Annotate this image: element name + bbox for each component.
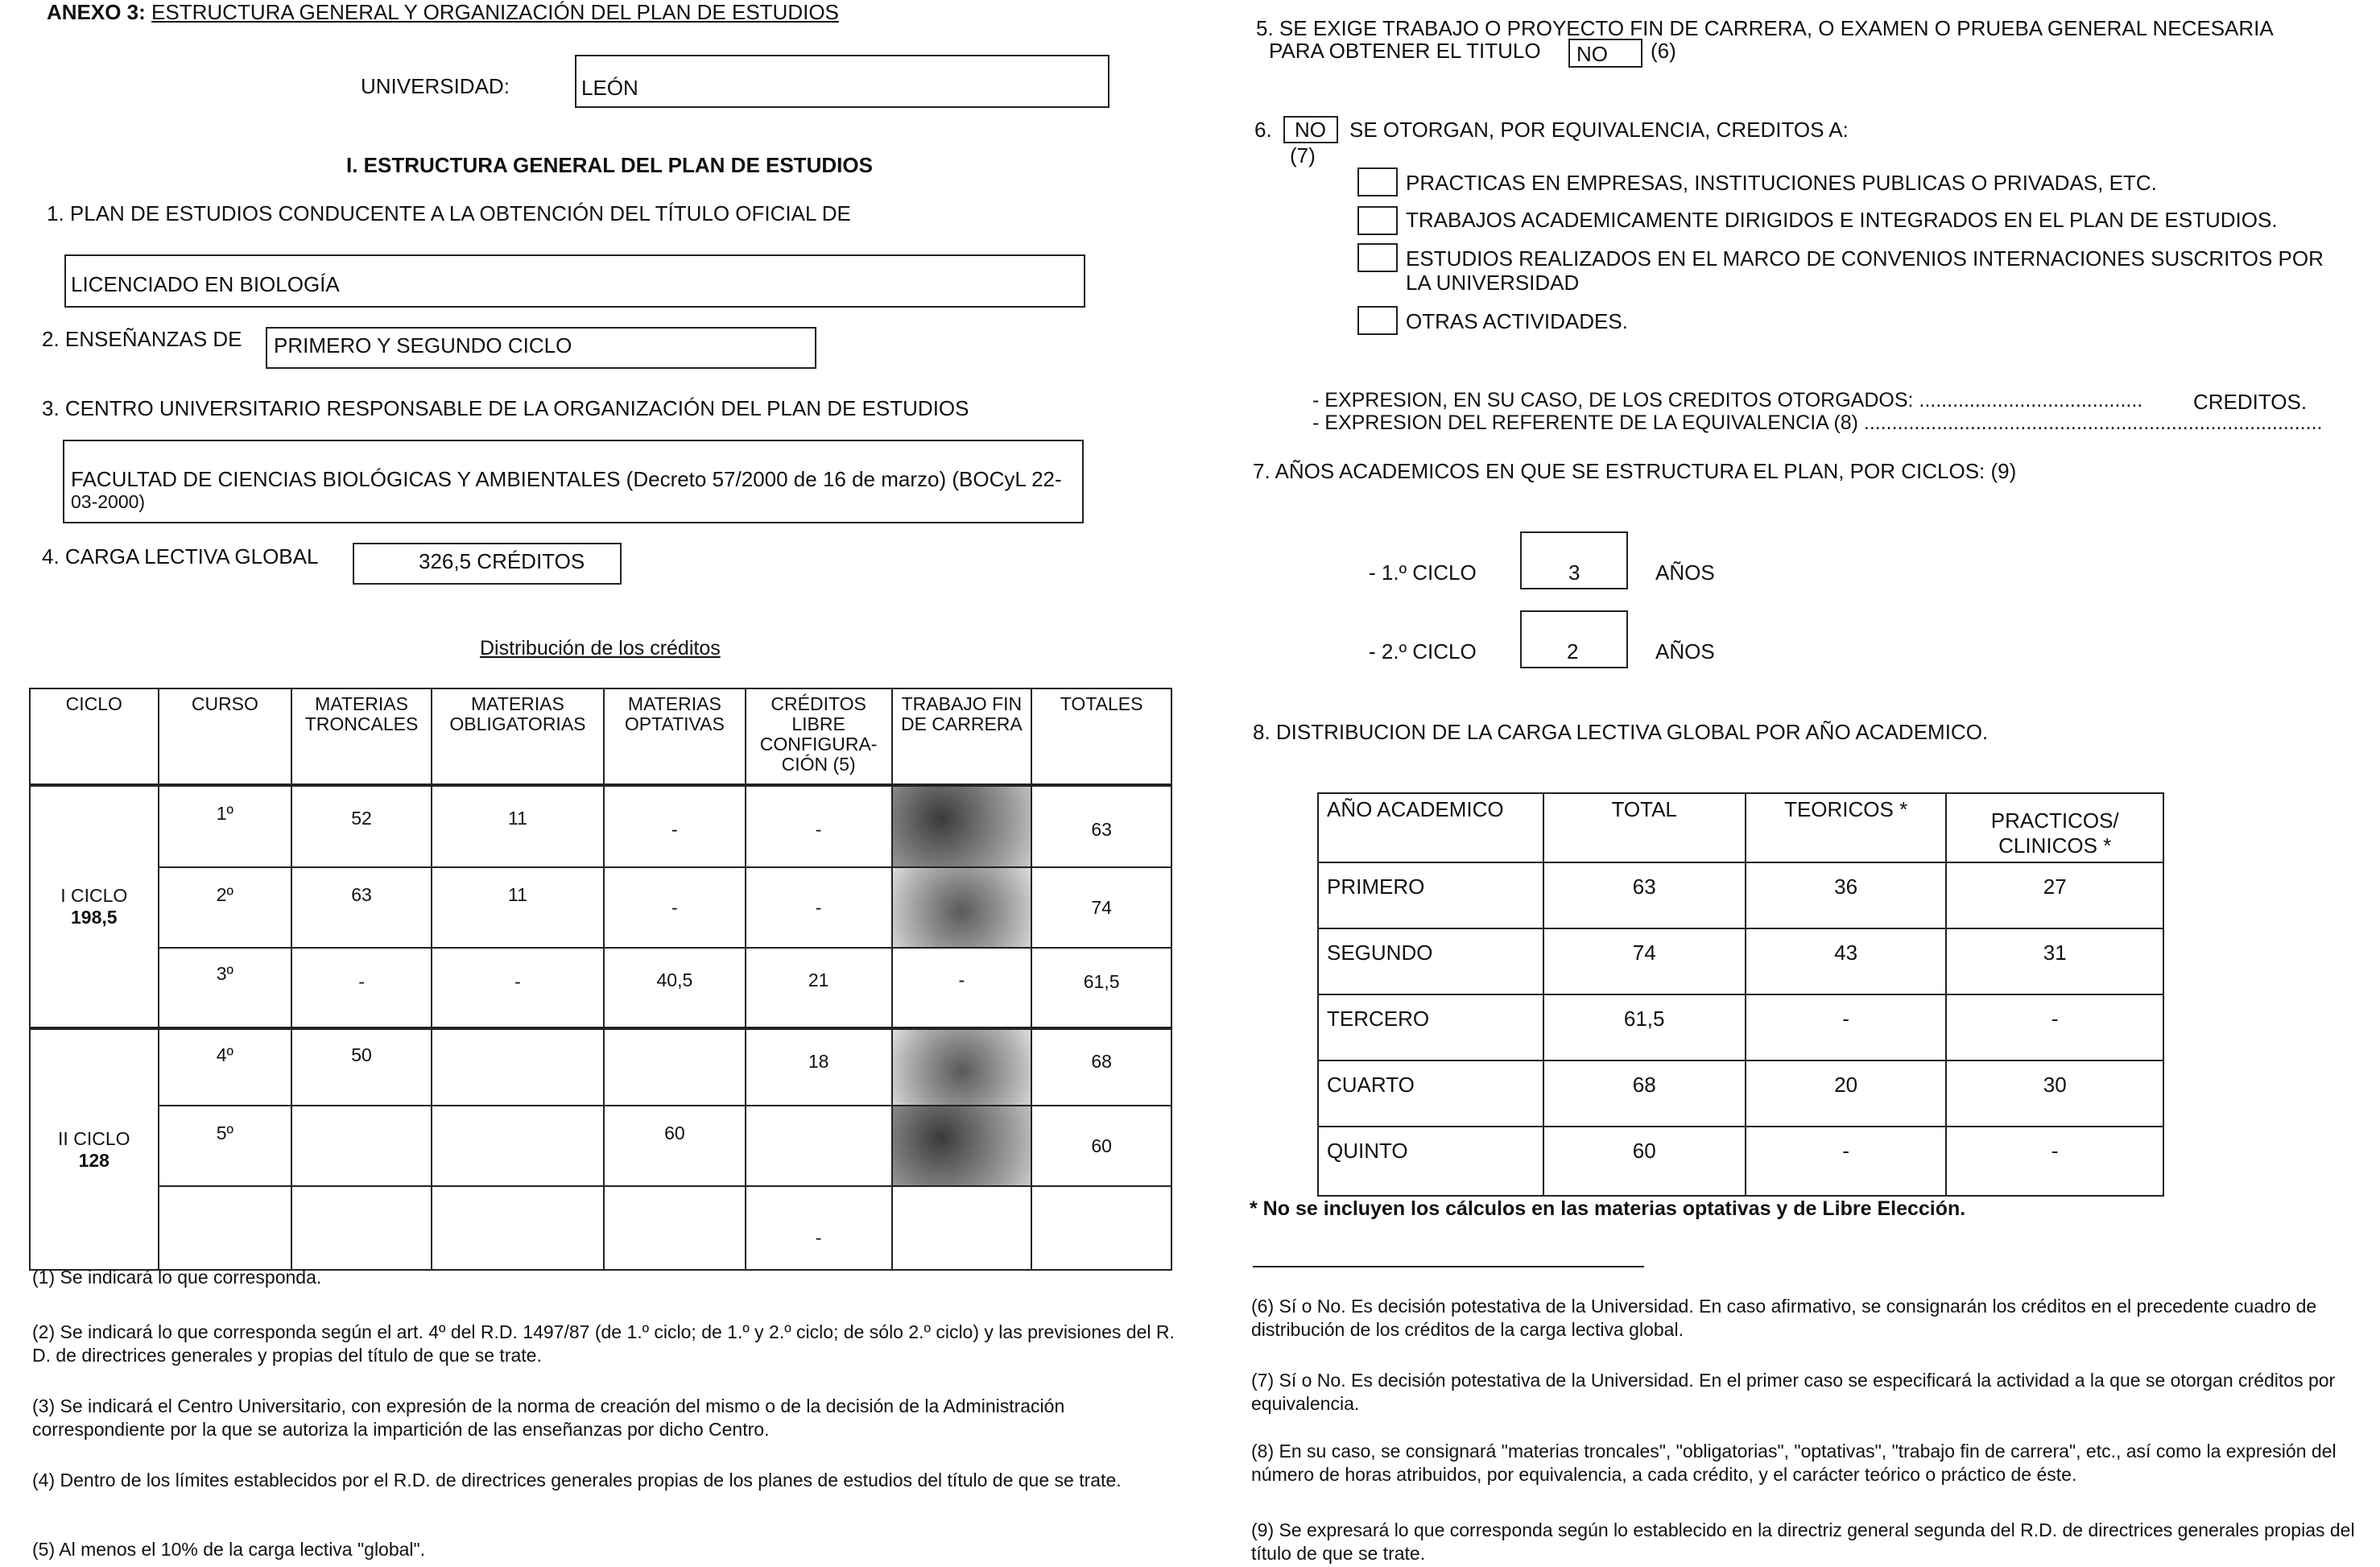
credits-table-title: Distribución de los créditos	[480, 637, 721, 659]
item7-ciclo2-value: 2	[1567, 639, 1579, 664]
university-field	[575, 55, 1109, 108]
credits-table	[29, 688, 1172, 1271]
cell-teoricos: 43	[1746, 928, 1947, 994]
cell-curso: 3º	[159, 948, 292, 1028]
item7-ciclo2-label: - 2.º CICLO	[1369, 639, 1477, 664]
cell-optativas: 40,5	[604, 948, 746, 1028]
col-header-teoricos: TEORICOS *	[1746, 793, 1947, 862]
teachings-field	[266, 327, 816, 369]
col-header-curso: CURSO	[159, 688, 292, 785]
cell-year: SEGUNDO	[1318, 928, 1543, 994]
annex-label: ANEXO 3:	[47, 0, 146, 24]
cell-libre: 21	[746, 948, 892, 1028]
cell-optativas: -	[604, 785, 746, 867]
cell-curso: 5º	[159, 1106, 292, 1186]
item7-ciclo2-box	[1520, 610, 1628, 668]
cell-trabajo-shaded	[892, 1028, 1032, 1106]
degree-title-field	[64, 254, 1085, 308]
item1-label: 1. PLAN DE ESTUDIOS CONDUCENTE A LA OBTENCIÓN DEL TÍTULO OFICIAL DE	[47, 201, 851, 225]
annex-heading	[47, 0, 839, 24]
item7-ciclo1-label: - 1.º CICLO	[1369, 560, 1477, 585]
cell-total: 61,5	[1543, 994, 1746, 1061]
col-header-practicos: PRACTICOS/ CLINICOS *	[1946, 793, 2163, 862]
item5-value: NO	[1576, 42, 1608, 66]
item6-label: SE OTORGAN, POR EQUIVALENCIA, CREDITOS A:	[1349, 118, 1849, 142]
col-header-obligatorias: MATERIAS OBLIGATORIAS	[432, 688, 604, 785]
cell-practicos: -	[1946, 994, 2163, 1061]
cell-teoricos: 36	[1746, 862, 1947, 928]
option-otras: OTRAS ACTIVIDADES.	[1406, 309, 1628, 333]
ciclo1-cell	[30, 785, 159, 1028]
cell-totales	[1031, 1186, 1171, 1270]
cell-obligatorias	[432, 1186, 604, 1270]
year-table-header-row	[1318, 793, 2163, 862]
cell-total: 60	[1543, 1127, 1746, 1196]
footnote-8: (8) En su caso, se consignará "materias troncales", "obligatorias", "optativas", "trabajo fin de carrera", etc., así como la expresión del número de horas atribuidos, por equivalencia, a cada crédito, y el carácter teórico o práctico de éste.	[1251, 1441, 2337, 1485]
cell-year: TERCERO	[1318, 994, 1543, 1061]
cell-troncales: 63	[291, 867, 432, 948]
cell-troncales: -	[291, 948, 432, 1028]
item5-note: (6)	[1651, 39, 1676, 63]
cell-curso: 2º	[159, 867, 292, 948]
cell-year: PRIMERO	[1318, 862, 1543, 928]
footnote-divider	[1253, 1266, 1644, 1267]
cell-troncales: 50	[291, 1028, 432, 1106]
cell-obligatorias: 11	[432, 867, 604, 948]
col-header-troncales: MATERIAS TRONCALES	[291, 688, 432, 785]
table-row	[1318, 1061, 2163, 1127]
item2-label: 2. ENSEÑANZAS DE	[42, 327, 242, 351]
option-estudios-line2: LA UNIVERSIDAD	[1406, 271, 1580, 295]
cell-obligatorias	[432, 1106, 604, 1186]
cell-totales: 68	[1031, 1028, 1171, 1106]
option-practicas: PRACTICAS EN EMPRESAS, INSTITUCIONES PUBLICAS O PRIVADAS, ETC.	[1406, 171, 2157, 195]
cell-year: QUINTO	[1318, 1127, 1543, 1196]
cell-curso: 4º	[159, 1028, 292, 1106]
table-row	[1318, 862, 2163, 928]
footnote-2: (2) Se indicará lo que corresponda según el art. 4º del R.D. 1497/87 (de 1.º ciclo; de 1.º y 2.º ciclo; de sólo 2.º ciclo) y las previsiones del R. D. de directrices generales y propias del título de que se trate.	[32, 1321, 1175, 1366]
expr2-label: - EXPRESION DEL REFERENTE DE LA EQUIVALENCIA (8) ..................................................................................	[1312, 411, 2323, 434]
cell-practicos: 31	[1946, 928, 2163, 994]
global-load-field	[353, 543, 622, 585]
cell-teoricos: -	[1746, 1127, 1947, 1196]
item7-label: 7. AÑOS ACADEMICOS EN QUE SE ESTRUCTURA EL PLAN, POR CICLOS: (9)	[1253, 459, 2017, 483]
table-row	[30, 785, 1171, 867]
ciclo1-credits: 198,5	[71, 907, 118, 928]
footnote-6: (6) Sí o No. Es decisión potestativa de la Universidad. En caso afirmativo, se consignarán los créditos en el precedente cuadro de distribución de los créditos de la carga lectiva global.	[1251, 1296, 2317, 1340]
table-row	[1318, 928, 2163, 994]
center-value-line2: 03-2000)	[71, 491, 146, 512]
col-header-total: TOTAL	[1543, 793, 1746, 862]
table-row	[30, 948, 1171, 1028]
cell-year: CUARTO	[1318, 1061, 1543, 1127]
cell-trabajo-shaded	[892, 1106, 1032, 1186]
cell-trabajo	[892, 1186, 1032, 1270]
item6-value: NO	[1295, 118, 1326, 142]
ciclo1-name: I CICLO	[60, 885, 128, 906]
item6-note: (7)	[1290, 143, 1316, 167]
item8-label: 8. DISTRIBUCION DE LA CARGA LECTIVA GLOBAL POR AÑO ACADEMICO.	[1253, 720, 1989, 744]
teachings-value: PRIMERO Y SEGUNDO CICLO	[274, 333, 572, 358]
cell-optativas	[604, 1186, 746, 1270]
table-row	[1318, 994, 2163, 1061]
col-header-totales: TOTALES	[1031, 688, 1171, 785]
cell-practicos: 30	[1946, 1061, 2163, 1127]
col-header-libre: CRÉDITOS LIBRE CONFIGURA- CIÓN (5)	[746, 688, 892, 785]
expr1-label: - EXPRESION, EN SU CASO, DE LOS CREDITOS OTORGADOS: ........................................	[1312, 389, 2143, 411]
item7-ciclo1-value: 3	[1568, 560, 1580, 585]
cell-optativas	[604, 1028, 746, 1106]
col-header-optativas: MATERIAS OPTATIVAS	[604, 688, 746, 785]
cell-troncales: 52	[291, 785, 432, 867]
credits-table-header-row	[30, 688, 1171, 785]
footnote-9: (9) Se expresará lo que corresponda según lo establecido en la directriz general segunda del R.D. de directrices generales propias del título de que se trate.	[1251, 1519, 2355, 1564]
option-estudios-line1: ESTUDIOS REALIZADOS EN EL MARCO DE CONVENIOS INTERNACIONES SUSCRITOS POR	[1406, 246, 2324, 271]
cell-libre: 18	[746, 1028, 892, 1106]
item6-value-box	[1283, 116, 1338, 143]
item7-ciclo1-unit: AÑOS	[1655, 560, 1715, 585]
checkbox-otras[interactable]	[1357, 306, 1398, 335]
col-header-year: AÑO ACADEMICO	[1318, 793, 1543, 862]
cell-practicos: 27	[1946, 862, 2163, 928]
checkbox-practicas[interactable]	[1357, 167, 1398, 196]
item5-line2-label: PARA OBTENER EL TITULO	[1269, 39, 1541, 63]
cell-trabajo-shaded	[892, 785, 1032, 867]
university-value: LEÓN	[581, 76, 638, 100]
checkbox-estudios[interactable]	[1357, 243, 1398, 272]
cell-optativas: -	[604, 867, 746, 948]
cell-practicos: -	[1946, 1127, 2163, 1196]
section-title: I. ESTRUCTURA GENERAL DEL PLAN DE ESTUDIOS	[346, 153, 873, 177]
cell-curso: 1º	[159, 785, 292, 867]
footnote-4: (4) Dentro de los límites establecidos por el R.D. de directrices generales propias de los planes de estudios del título de que se trate.	[32, 1470, 1122, 1491]
cell-libre: -	[746, 785, 892, 867]
cell-total: 63	[1543, 862, 1746, 928]
cell-troncales	[291, 1106, 432, 1186]
annex-title: ESTRUCTURA GENERAL Y ORGANIZACIÓN DEL PLAN DE ESTUDIOS	[151, 0, 839, 24]
cell-totales: 63	[1031, 785, 1171, 867]
cell-total: 68	[1543, 1061, 1746, 1127]
ciclo2-cell	[30, 1028, 159, 1270]
cell-curso	[159, 1186, 292, 1270]
ciclo2-name: II CICLO	[58, 1127, 130, 1149]
cell-teoricos: -	[1746, 994, 1947, 1061]
item8-note: * No se incluyen los cálculos en las materias optativas y de Libre Elección.	[1250, 1197, 1966, 1220]
cell-obligatorias: -	[432, 948, 604, 1028]
cell-optativas: 60	[604, 1106, 746, 1186]
option-trabajos: TRABAJOS ACADEMICAMENTE DIRIGIDOS E INTEGRADOS EN EL PLAN DE ESTUDIOS.	[1406, 208, 2278, 232]
cell-obligatorias	[432, 1028, 604, 1106]
table-row	[30, 867, 1171, 948]
cell-libre	[746, 1106, 892, 1186]
table-row	[30, 1028, 1171, 1106]
cell-obligatorias: 11	[432, 785, 604, 867]
center-value-line1: FACULTAD DE CIENCIAS BIOLÓGICAS Y AMBIENTALES (Decreto 57/2000 de 16 de marzo) (BOCyL 22-	[71, 467, 1062, 491]
university-label: UNIVERSIDAD:	[361, 74, 510, 98]
ciclo2-credits: 128	[78, 1149, 109, 1171]
item4-label: 4. CARGA LECTIVA GLOBAL	[42, 544, 319, 569]
center-field	[63, 440, 1084, 523]
item5-value-box	[1568, 39, 1642, 68]
degree-title-value: LICENCIADO EN BIOLOGÍA	[71, 272, 340, 296]
table-row	[30, 1186, 1171, 1270]
col-header-ciclo: CICLO	[30, 688, 159, 785]
cell-libre: -	[746, 1186, 892, 1270]
expr1-unit: CREDITOS.	[2193, 390, 2308, 414]
cell-totales: 61,5	[1031, 948, 1171, 1028]
checkbox-trabajos[interactable]	[1357, 206, 1398, 235]
table-row	[1318, 1127, 2163, 1196]
item7-ciclo2-unit: AÑOS	[1655, 639, 1715, 664]
cell-totales: 60	[1031, 1106, 1171, 1186]
cell-libre: -	[746, 867, 892, 948]
footnote-3: (3) Se indicará el Centro Universitario, con expresión de la norma de creación del mismo o de la decisión de la Administración correspondiente por la que se autoriza la impartición de las enseñanzas por dicho Centro.	[32, 1395, 1065, 1440]
cell-total: 74	[1543, 928, 1746, 994]
academic-year-table	[1317, 792, 2164, 1197]
item5-line1: 5. SE EXIGE TRABAJO O PROYECTO FIN DE CARRERA, O EXAMEN O PRUEBA GENERAL NECESARIA	[1256, 16, 2274, 40]
cell-trabajo: -	[892, 948, 1032, 1028]
cell-trabajo-shaded	[892, 867, 1032, 948]
table-row	[30, 1106, 1171, 1186]
cell-totales: 74	[1031, 867, 1171, 948]
item7-ciclo1-box	[1520, 531, 1628, 589]
item6-number: 6.	[1254, 118, 1272, 142]
footnote-1: (1) Se indicará lo que corresponda.	[32, 1267, 322, 1288]
footnote-5: (5) Al menos el 10% de la carga lectiva "global".	[32, 1539, 426, 1560]
cell-troncales	[291, 1186, 432, 1270]
global-load-value: 326,5 CRÉDITOS	[419, 549, 585, 573]
footnote-7: (7) Sí o No. Es decisión potestativa de la Universidad. En el primer caso se especificará la actividad a la que se otorgan créditos por equivalencia.	[1251, 1370, 2336, 1414]
cell-teoricos: 20	[1746, 1061, 1947, 1127]
col-header-trabajo: TRABAJO FIN DE CARRERA	[892, 688, 1032, 785]
item3-label: 3. CENTRO UNIVERSITARIO RESPONSABLE DE LA ORGANIZACIÓN DEL PLAN DE ESTUDIOS	[42, 396, 969, 420]
